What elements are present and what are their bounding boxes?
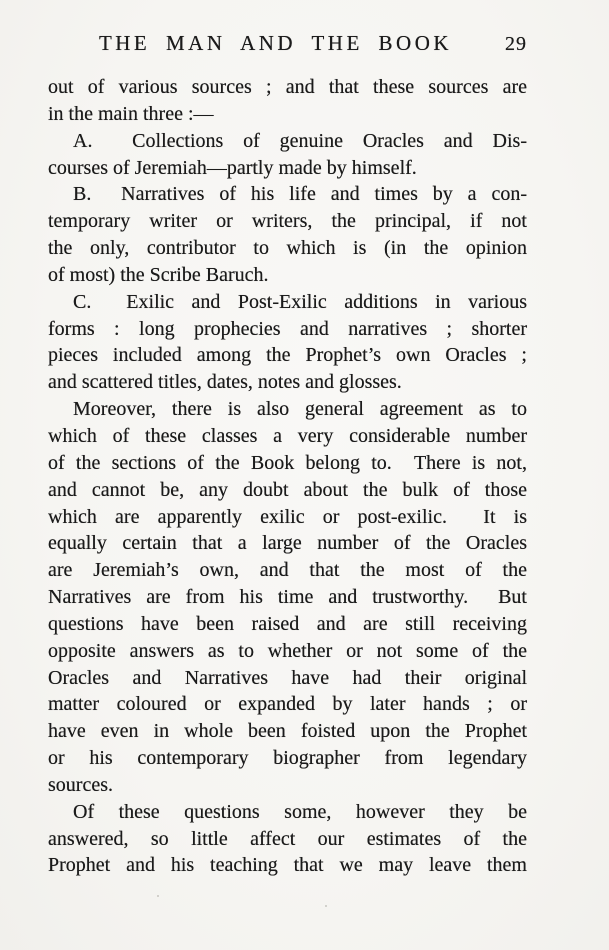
paragraph — [48, 799, 527, 880]
text-line: answered, so little affect our estimates of the — [48, 827, 527, 850]
text-line: or his contemporary biographer from legendary — [48, 747, 527, 770]
text-line: which are apparently exilic or post-exilic. It is — [48, 505, 527, 528]
text-line: in the main three :— — [48, 102, 214, 125]
text-line: Moreover, there is also general agreement as to — [73, 398, 527, 421]
text-line: A. Collections of genuine Oracles and Dis- — [73, 129, 527, 152]
text-line: forms : long prophecies and narratives ; shorter — [48, 317, 527, 340]
text-line: C. Exilic and Post-Exilic additions in various — [73, 290, 527, 313]
text-line: which of these classes a very considerable number — [48, 424, 527, 447]
text-line: have even in whole been foisted upon the Prophet — [48, 720, 527, 743]
text-line: questions have been raised and are still receiving — [48, 612, 527, 635]
paragraph — [48, 396, 527, 799]
text-line: pieces included among the Prophet’s own Oracles ; — [48, 344, 527, 367]
text-line: out of various sources ; and that these sources are — [48, 76, 527, 98]
text-line: opposite answers as to whether or not some of the — [48, 639, 527, 662]
page-body — [48, 74, 527, 879]
text-line: the only, contributor to which is (in the opinion — [48, 237, 527, 260]
scan-speck — [157, 895, 159, 897]
text-line: courses of Jeremiah—partly made by himself. — [48, 156, 417, 179]
text-line: matter coloured or expanded by later hands ; or — [48, 693, 527, 716]
text-line: and scattered titles, dates, notes and glosses. — [48, 371, 402, 394]
text-line: equally certain that a large number of the Oracles — [48, 532, 527, 555]
text-line: Prophet and his teaching that we may leave them — [48, 854, 527, 877]
text-line: of the sections of the Book belong to. There is not, — [48, 451, 527, 474]
text-line: Narratives are from his time and trustworthy. But — [48, 586, 527, 609]
paragraph — [48, 128, 527, 182]
text-line: Of these questions some, however they be — [73, 800, 527, 823]
scan-speck — [325, 905, 327, 907]
text-line: and cannot be, any doubt about the bulk of those — [48, 478, 527, 501]
text-line: temporary writer or writers, the principal, if not — [48, 210, 527, 233]
text-line: Oracles and Narratives have had their original — [48, 666, 527, 689]
text-line: B. Narratives of his life and times by a con- — [73, 183, 527, 206]
text-line: sources. — [48, 773, 113, 796]
text-line: are Jeremiah’s own, and that the most of the — [48, 559, 527, 582]
paragraph — [48, 289, 527, 396]
paragraph — [48, 74, 527, 128]
running-head-title: THE MAN AND THE BOOK — [98, 31, 453, 55]
page-number: 29 — [505, 33, 527, 55]
paragraph — [48, 181, 527, 288]
text-line: of most) the Scribe Baruch. — [48, 263, 269, 286]
